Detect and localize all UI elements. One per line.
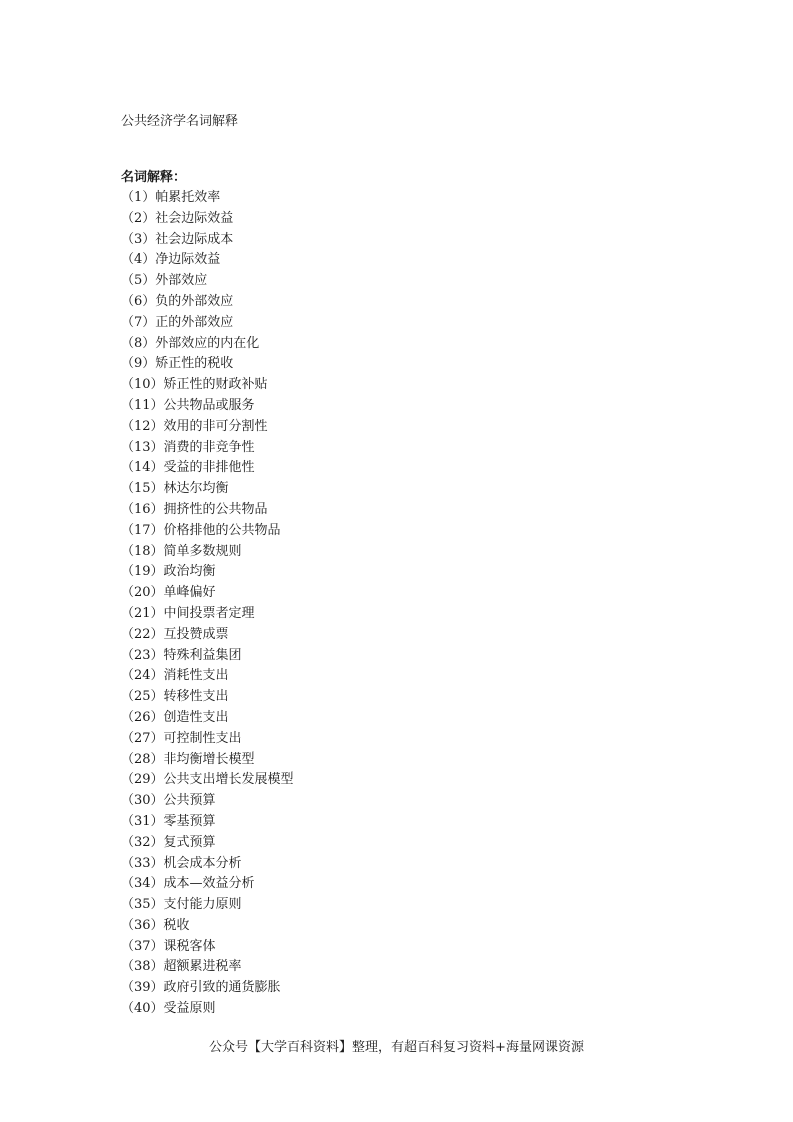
list-item: （11）公共物品或服务 — [121, 397, 255, 413]
list-item: （25）转移性支出 — [121, 689, 229, 705]
list-item: （3）社会边际成本 — [121, 231, 234, 247]
list-item: （40）受益原则 — [121, 1001, 216, 1017]
list-item: （32）复式预算 — [121, 834, 216, 850]
list-item: （7）正的外部效应 — [121, 314, 234, 330]
list-item: （34）成本—效益分析 — [121, 876, 255, 892]
list-item: （6）负的外部效应 — [121, 293, 234, 309]
list-item: （39）政府引致的通货膨胀 — [121, 980, 281, 996]
list-item: （31）零基预算 — [121, 813, 216, 829]
list-item: （9）矫正性的税收 — [121, 356, 234, 372]
term-list — [121, 188, 294, 1020]
list-item: （15）林达尔均衡 — [121, 481, 229, 497]
footer-note: 公众号【大学百科资料】整理，有超百科复习资料+海量网课资源 — [209, 1040, 584, 1055]
list-item: （33）机会成本分析 — [121, 855, 242, 871]
list-item: （37）课税客体 — [121, 938, 216, 954]
list-item: （2）社会边际效益 — [121, 210, 234, 226]
list-item: （29）公共支出增长发展模型 — [121, 772, 294, 788]
list-item: （4）净边际效益 — [121, 252, 221, 268]
list-item: （5）外部效应 — [121, 273, 208, 289]
list-item: （28）非均衡增长模型 — [121, 751, 255, 767]
document-title: 公共经济学名词解释 — [121, 114, 239, 129]
list-item: （26）创造性支出 — [121, 709, 229, 725]
list-item: （18）简单多数规则 — [121, 543, 242, 559]
list-item: （38）超额累进税率 — [121, 959, 242, 975]
list-item: （12）效用的非可分割性 — [121, 418, 268, 434]
list-item: （20）单峰偏好 — [121, 585, 216, 601]
list-item: （21）中间投票者定理 — [121, 605, 255, 621]
list-item: （22）互投赞成票 — [121, 626, 229, 642]
list-item: （23）特殊利益集团 — [121, 647, 242, 663]
list-item: （10）矫正性的财政补贴 — [121, 377, 268, 393]
list-item: （8）外部效应的内在化 — [121, 335, 260, 351]
list-item: （30）公共预算 — [121, 793, 216, 809]
list-item: （1）帕累托效率 — [121, 190, 221, 205]
section-heading: 名词解释： — [121, 170, 187, 185]
list-item: （17）价格排他的公共物品 — [121, 522, 281, 538]
list-item: （14）受益的非排他性 — [121, 460, 255, 476]
list-item: （36）税收 — [121, 917, 190, 933]
list-item: （16）拥挤性的公共物品 — [121, 501, 268, 517]
list-item: （24）消耗性支出 — [121, 668, 229, 684]
list-item: （35）支付能力原则 — [121, 897, 242, 913]
list-item: （19）政治均衡 — [121, 564, 216, 580]
list-item: （27）可控制性支出 — [121, 730, 242, 746]
list-item: （13）消费的非竞争性 — [121, 439, 255, 455]
